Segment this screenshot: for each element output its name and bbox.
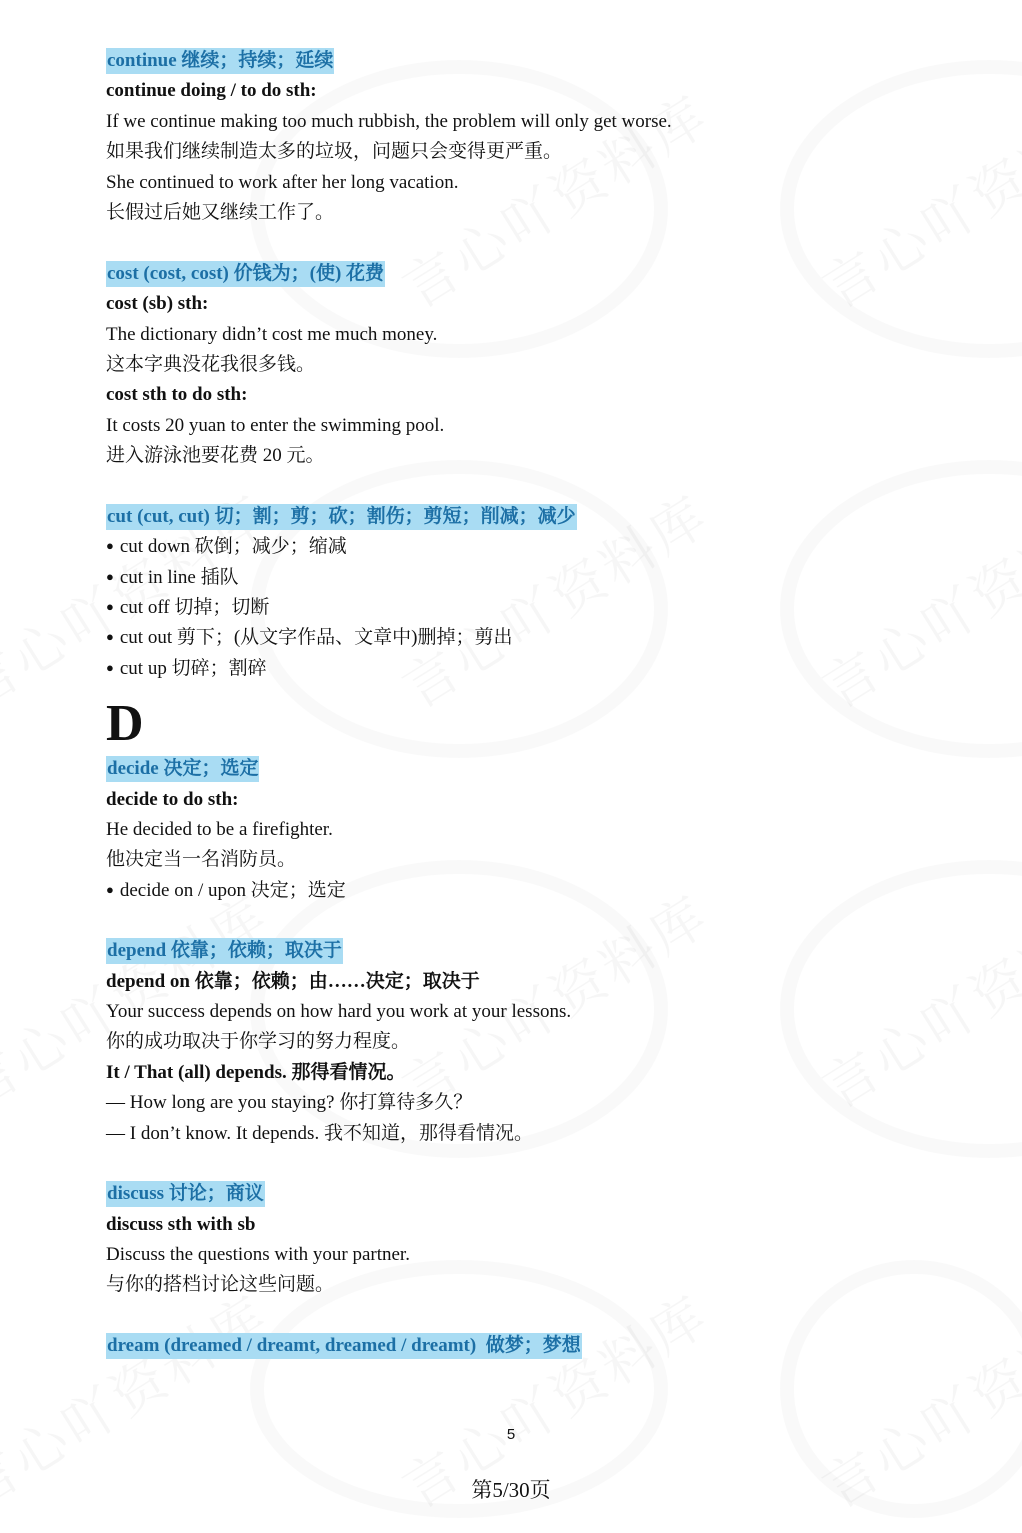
entry-depend	[106, 936, 926, 1149]
example-zh: 他决定当一名消防员。	[106, 849, 297, 871]
example-en: The dictionary didn’t cost me much money.	[106, 323, 438, 345]
example-zh: 与你的搭档讨论这些问题。	[106, 1274, 335, 1296]
phrase-item: ● cut out 剪下；(从文字作品、文章中)删掉；剪出	[106, 623, 926, 653]
page-number: 5	[506, 1426, 516, 1443]
entry-headword: discuss 讨论；商议	[106, 1181, 265, 1207]
entry-headword: dream (dreamed / dreamt, dreamed / dreamt) 做梦；梦想	[106, 1333, 582, 1359]
phrase-item: ● cut down 砍倒；减少；缩减	[106, 532, 926, 562]
dialog-line: — How long are you staying? 你打算待多久？	[106, 1092, 473, 1114]
example-en: Your success depends on how hard you work at your lessons.	[106, 1000, 572, 1022]
entry-headword: continue 继续；持续；延续	[106, 48, 334, 74]
entry-headword: depend 依靠；依赖；取决于	[106, 938, 343, 964]
usage-pattern: discuss sth with sb	[106, 1213, 256, 1235]
usage-pattern: It / That (all) depends. 那得看情况。	[106, 1061, 406, 1083]
example-en: He decided to be a firefighter.	[106, 818, 333, 840]
example-zh: 进入游泳池要花费 20 元。	[106, 445, 325, 467]
example-en: She continued to work after her long vacation.	[106, 171, 459, 193]
dialog-line: — I don’t know. It depends. 我不知道，那得看情况。	[106, 1122, 533, 1144]
example-zh: 如果我们继续制造太多的垃圾，问题只会变得更严重。	[106, 141, 563, 163]
phrase-item: ● cut up 切碎；割碎	[106, 654, 926, 684]
phrase-item: ● cut in line 插队	[106, 563, 926, 593]
entry-dream	[106, 1331, 926, 1361]
entry-cost	[106, 259, 926, 472]
entry-cut	[106, 502, 926, 684]
example-en: Discuss the questions with your partner.	[106, 1244, 410, 1266]
entry-headword: decide 决定；选定	[106, 756, 259, 782]
section-letter: D	[106, 695, 144, 753]
usage-pattern: depend on 依靠；依赖；由……决定；取决于	[106, 970, 480, 992]
example-en: It costs 20 yuan to enter the swimming pool.	[106, 414, 445, 436]
page-count: 第5/30页	[471, 1478, 551, 1502]
usage-pattern: continue doing / to do sth:	[106, 80, 317, 102]
entry-continue	[106, 46, 926, 228]
phrase-item: ● decide on / upon 决定；选定	[106, 876, 926, 906]
example-zh: 这本字典没花我很多钱。	[106, 353, 316, 375]
vocabulary-list	[106, 46, 926, 1362]
entry-decide	[106, 754, 926, 906]
example-zh: 长假过后她又继续工作了。	[106, 201, 335, 223]
phrase-item: ● cut off 切掉；切断	[106, 593, 926, 623]
entry-headword: cost (cost, cost) 价钱为；(使) 花费	[106, 261, 385, 287]
example-zh: 你的成功取决于你学习的努力程度。	[106, 1031, 411, 1053]
example-en: If we continue making too much rubbish, the problem will only get worse.	[106, 110, 672, 132]
usage-pattern: decide to do sth:	[106, 788, 239, 810]
entry-headword: cut (cut, cut) 切；割；剪；砍；割伤；剪短；削减；减少	[106, 504, 577, 530]
entry-discuss	[106, 1179, 926, 1301]
usage-pattern: cost (sb) sth:	[106, 293, 209, 315]
usage-pattern: cost sth to do sth:	[106, 384, 248, 406]
